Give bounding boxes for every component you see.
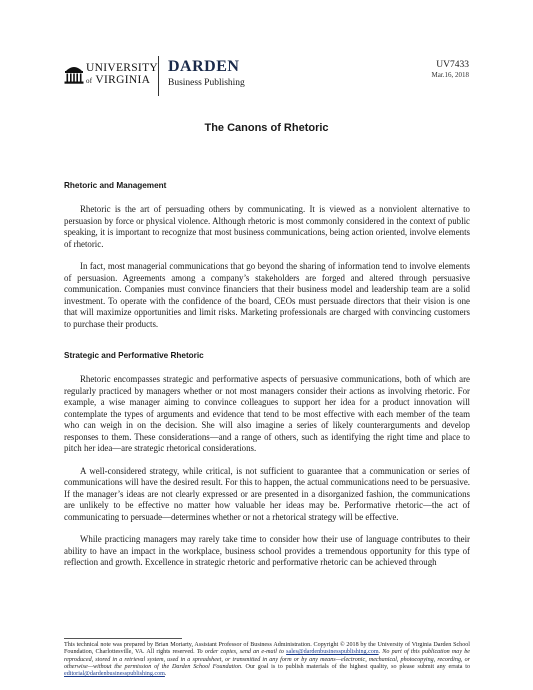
document-number: UV7433 [436,60,469,70]
footer-end: . [164,671,167,678]
uva-logo [64,62,158,90]
school-name: DARDEN [168,58,240,75]
section-heading: Strategic and Performative Rhetoric [64,351,204,360]
editorial-email-link[interactable]: editorial@dardenbusinesspublishing.com [64,671,165,678]
footer-order-text: To order copies, send an e-mail to [196,649,287,656]
school-subtitle: Business Publishing [168,78,245,88]
footer-errata-text: Our goal is to publish materials of the highest quality, so please submit any errata to [242,663,470,670]
body-paragraph: Rhetoric is the art of persuading others by communicating. It is viewed as a nonviolent alternative to persuasion by force or physical violence. Although rhetoric is most commonly considered in the context of public speaking, it is important to recognize that most business communications, being action oriented, involve elements of rhetoric. [64,204,470,249]
rotunda-icon [64,62,84,84]
university-wordmark-line2: VIRGINIA [95,74,151,86]
document-date: Mar.16, 2018 [431,71,469,79]
body-paragraph: In fact, most managerial communications that go beyond the sharing of information tend to involve elements of persuasion. Agreements among a company’s stakeholders are forged and altered through persuasive communication. Companies must convince financiers that their business model and leadership team are a solid investment. To operate with the confidence of the board, CEOs must persuade directors that their vision is one that will maximize opportunities and limit risks. Marketing professionals are charged with convincing customers to purchase their products. [64,261,470,329]
body-paragraph: While practicing managers may rarely take time to consider how their use of language contributes to their ability to have an impact in the workplace, business school provides a tremendous opportunity for this type of reflection and growth. Excellence in strategic rhetoric and performative rhetoric can be achieved through [64,534,470,567]
darden-wordmark [168,58,245,89]
body-paragraph: A well-considered strategy, while critical, is not sufficient to guarantee that a communication or series of communications will have the desired result. For this to happen, the actual communications need to be persuasive. If the manager’s ideas are not clearly expressed or are presented in a disorganized fashion, the communications are unlikely to be effective no matter how valuable her ideas may be. Performative rhetoric—the act of communicating to persuade—determines whether or not a rhetorical strategy will be effective. [64,465,470,522]
body-paragraph: Rhetoric encompasses strategic and performative aspects of persuasive communications, both of which are regularly practiced by managers whether or not most managers consider their actions as involving rhetoric. For example, a wise manager aiming to convince colleagues to support her idea for a product innovation will contemplate the types of arguments and evidence that tend to be most effective with each member of the team who can weigh in on the decision. She will also imagine a series of likely counterarguments and develop responses to them. These considerations—and a range of others, such as identifying the right time and place to pitch her idea—are strategic rhetorical considerations. [64,374,470,453]
footer-credit: This technical note was prepared by Brian Moriarty, Assistant Professor of Business Administration. Copyright © 2018 by the University of Virginia Darden School Foundation, Charlottesville, VA. All rights reserved. [64,642,470,656]
university-wordmark-of: of [86,77,93,85]
footer-rights-notice: . No part of this publication may be reproduced, stored in a retrieval system, used in a spreadsheet, or transmitted in any form or by any means—electronic, mechanical, photocopying, recording, or otherwise—without the permission of the Darden School Foundation. [64,649,470,670]
university-wordmark-line1: UNIVERSITY [86,62,158,74]
footer-rule [64,638,182,639]
logo-divider [158,56,159,96]
footer-note [64,642,470,678]
document-code [431,60,469,80]
document-title: The Canons of Rhetoric [204,122,329,134]
section-heading: Rhetoric and Management [64,181,167,190]
document-body [64,180,470,569]
copyright-footer [64,638,470,678]
sales-email-link[interactable]: sales@dardenbusinesspublishing.com [286,649,379,656]
